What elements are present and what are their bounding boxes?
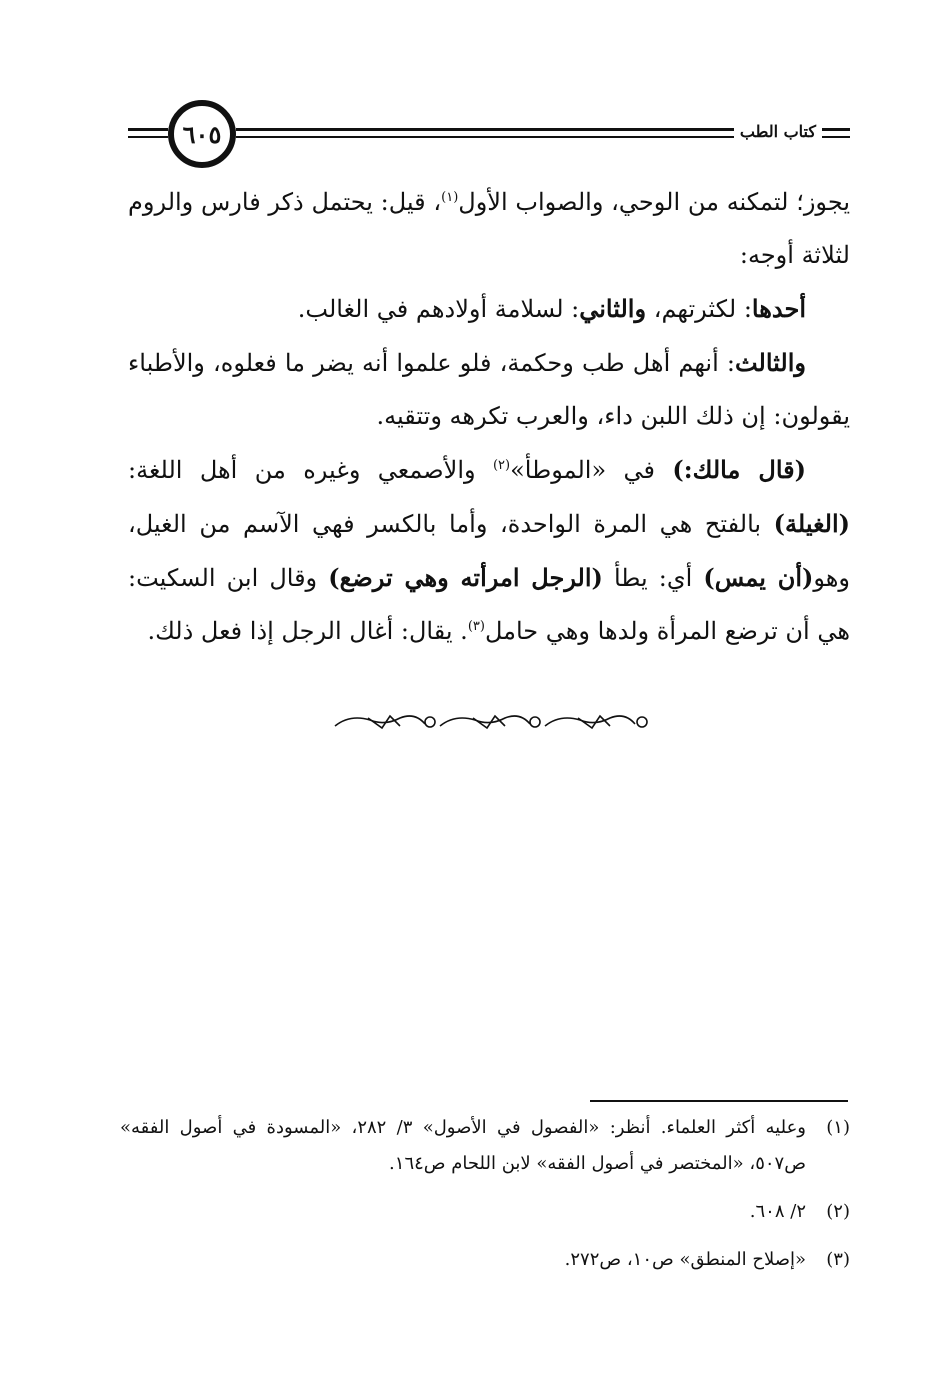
text-run: بالفتح هي المرة الواحدة، وأما بالكسر فهي الآسم من الغيل، وهو <box>128 510 850 592</box>
paragraph <box>128 336 850 443</box>
footnote <box>120 1242 850 1278</box>
text-run: أي: يطأ <box>602 564 704 592</box>
header-rule <box>128 136 168 138</box>
footnote-number: (٢) <box>826 1201 850 1222</box>
footnote-number: (١) <box>826 1117 850 1138</box>
bold-term: والثالث <box>734 348 806 377</box>
footnote-number: (٣) <box>826 1249 850 1270</box>
paragraph <box>128 443 850 658</box>
text-run: والأصمعي وغيره من أهل اللغة: <box>128 456 493 484</box>
text-run: . يقال: أغال الرجل إذا فعل ذلك. <box>147 617 468 645</box>
footnote-ref: (٢) <box>492 458 511 473</box>
header-rule <box>128 128 168 131</box>
footnote-ref: (١) <box>441 190 459 205</box>
bold-term: (أن يمس) <box>703 563 814 592</box>
footnote <box>120 1194 850 1230</box>
text-run: يجوز؛ لتمكنه من الوحي، والصواب الأول <box>458 188 850 216</box>
text-run: وقال ابن السكيت: هي أن ترضع المرأة ولدها وهي حامل <box>128 564 850 645</box>
footnote-text: وعليه أكثر العلماء. أنظر: «الفصول في الأصول» ٣/ ٢٨٢، «المسودة في أصول الفقه» ص٥٠٧، «المختصر في أصول الفقه» لابن اللحام ص١٦٤. <box>120 1117 806 1174</box>
footnote-text: ٢/ ٦٠٨. <box>749 1201 806 1222</box>
paragraph <box>128 282 850 336</box>
bold-term: (الرجل امرأته وهي ترضع) <box>328 563 603 592</box>
text-run: : أنهم أهل طب وحكمة، فلو علموا أنه يضر ما فعلوه، والأطباء يقولون: إن ذلك اللبن داء، والعرب تكرهه وتتقيه. <box>128 349 850 430</box>
footnote <box>120 1110 850 1182</box>
footnote-text: «إصلاح المنطق» ص١٠، ص٢٧٢. <box>564 1249 806 1270</box>
bold-term: (الغيلة) <box>773 509 850 538</box>
page-number: ٦٠٥ <box>168 100 236 168</box>
section-ornament <box>330 706 650 736</box>
page-header <box>128 100 850 180</box>
bold-term: والثاني <box>579 294 647 323</box>
paragraph <box>128 176 850 282</box>
running-title: كتاب الطب <box>734 122 822 141</box>
text-run: : لسلامة أولادهم في الغالب. <box>297 295 580 323</box>
text-run: : لكثرتهم، <box>646 295 752 323</box>
text-run: ، قيل: يحتمل ذكر فارس والروم لثلاثة أوجه: <box>128 188 850 269</box>
footnote-ref: (٣) <box>467 619 485 634</box>
bold-term: أحدها <box>751 294 806 323</box>
bold-term: (قال مالك:) <box>672 455 806 484</box>
main-text <box>128 176 850 658</box>
footnotes <box>120 1110 850 1290</box>
footnote-separator <box>590 1100 848 1102</box>
text-run: في «الموطأ» <box>510 456 673 484</box>
